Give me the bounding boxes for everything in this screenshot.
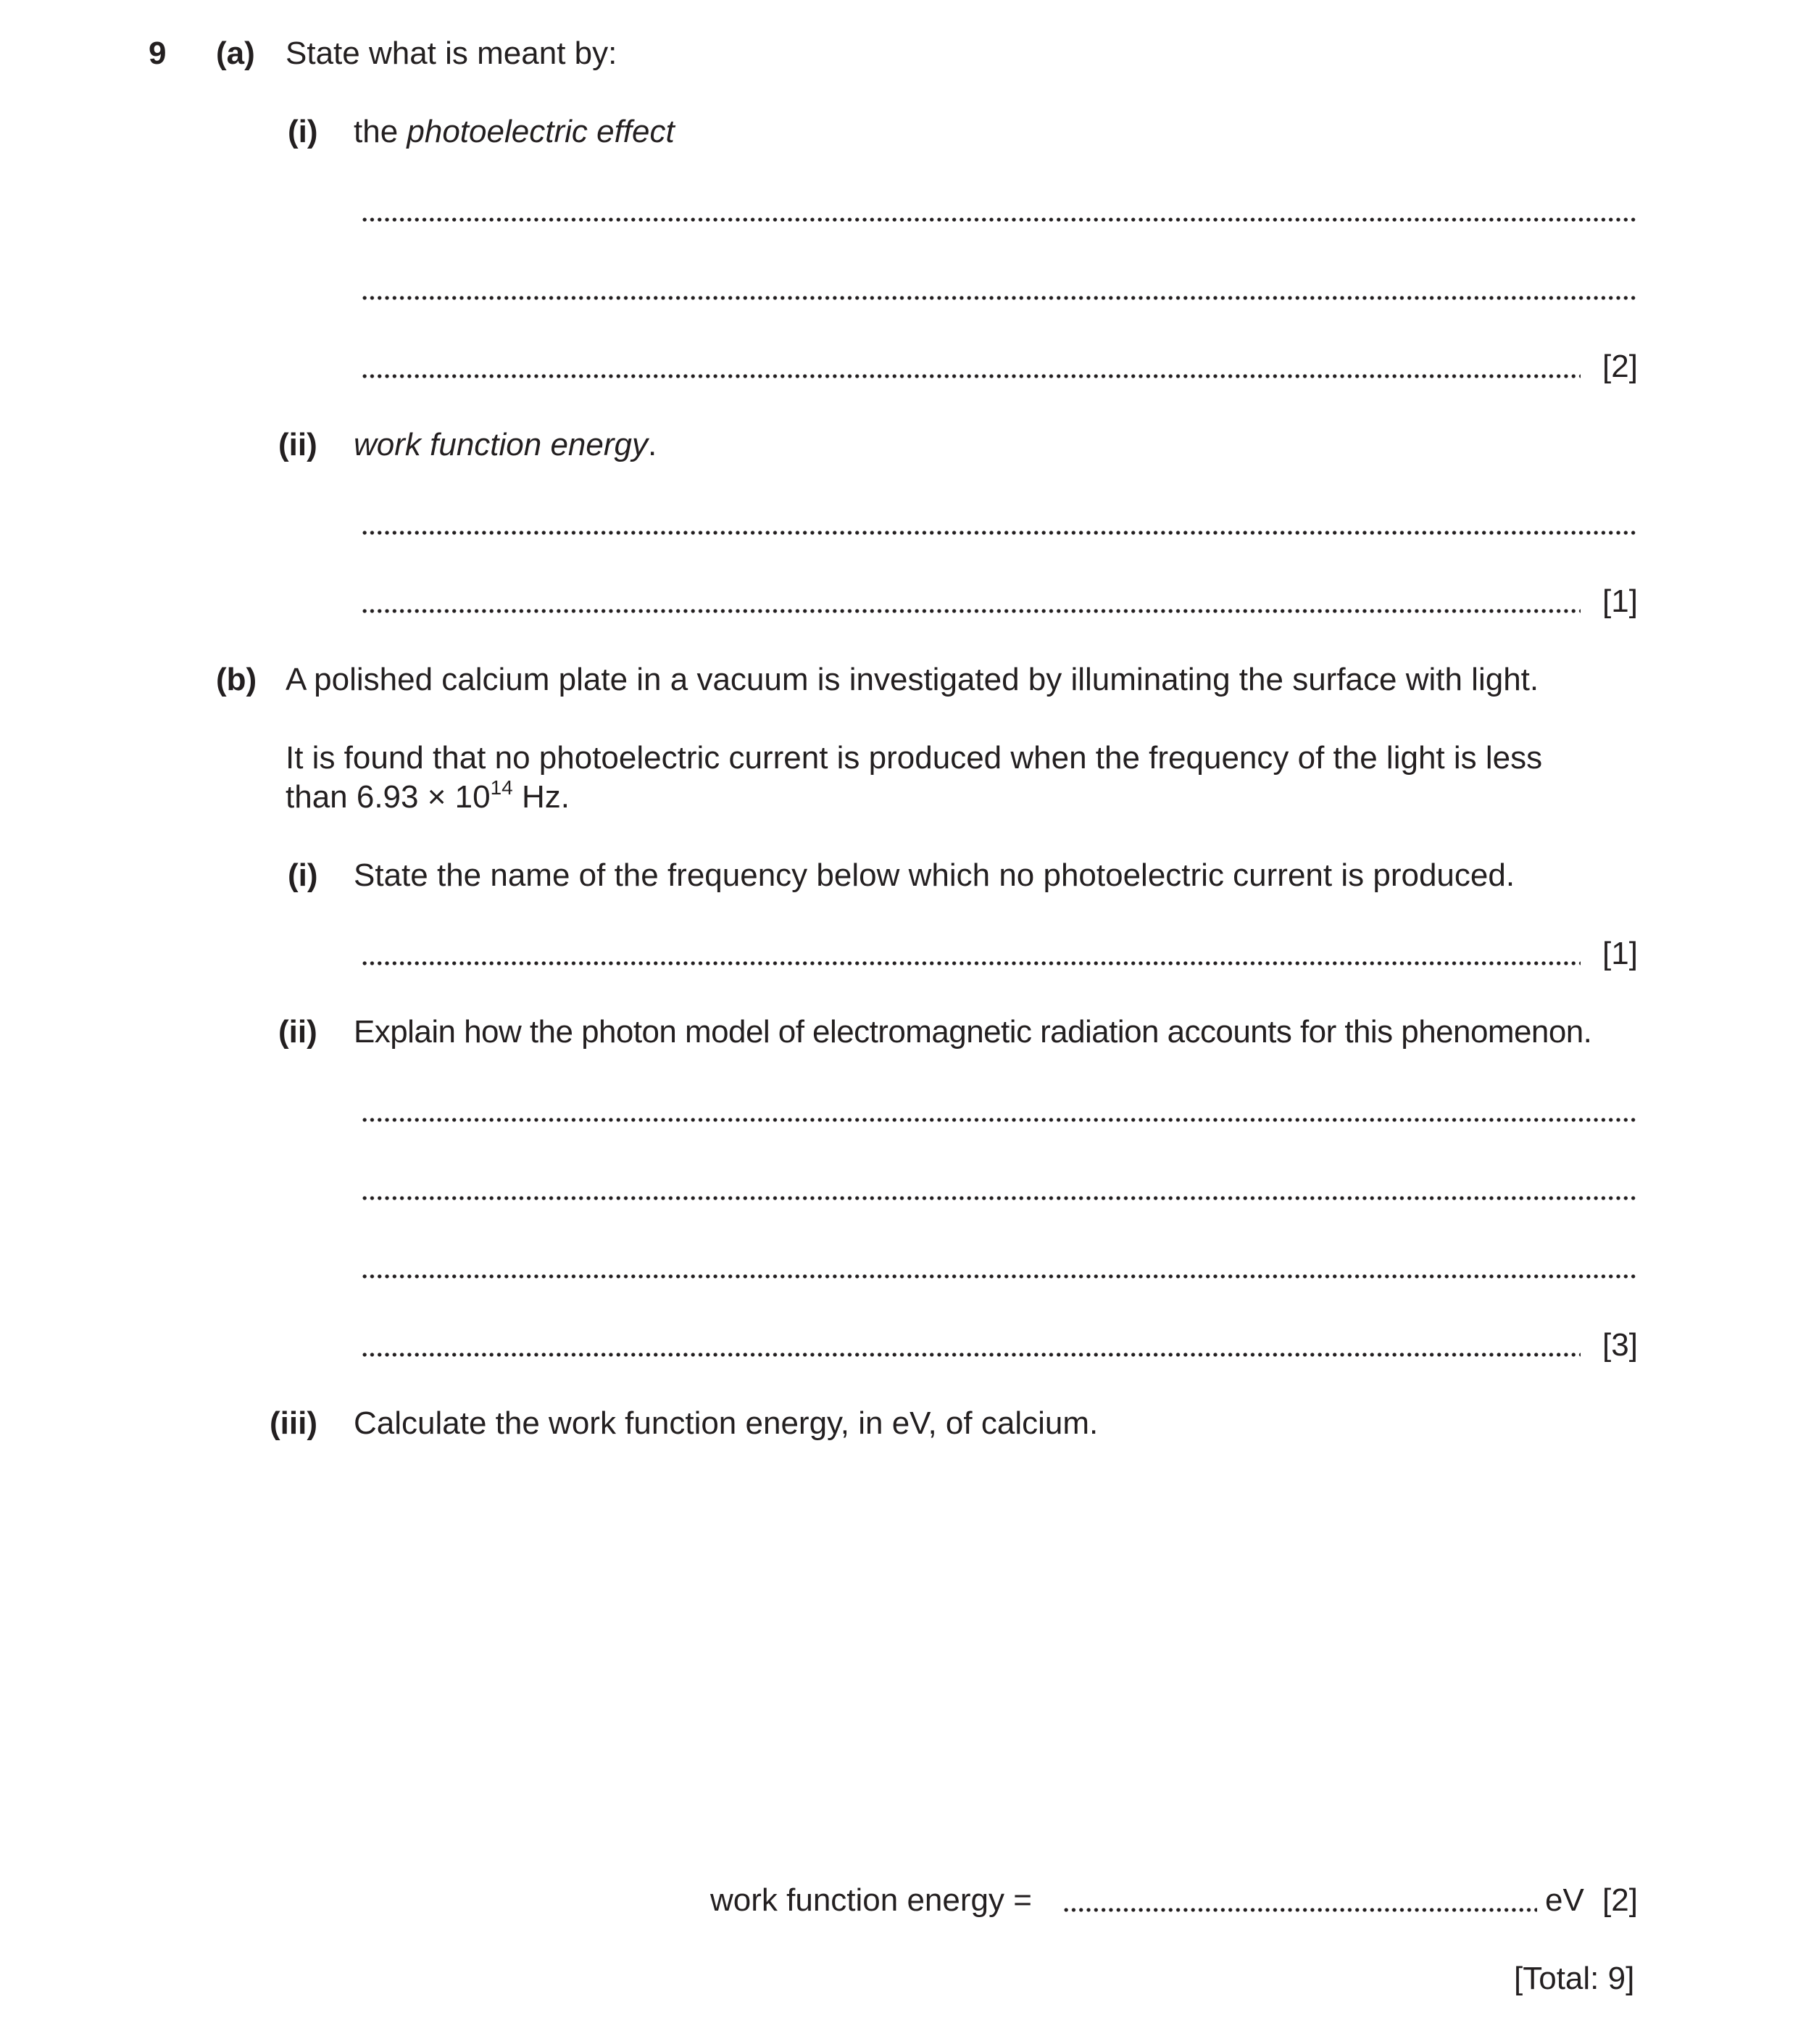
part-b-info-line1: It is found that no photoelectric current is produced when the frequency of the light is less <box>286 740 1543 776</box>
part-b-stem: A polished calcium plate in a vacuum is investigated by illuminating the surface with light. <box>286 662 1539 697</box>
marks-b-iii: [2] <box>1602 1882 1638 1918</box>
answer-label: work function energy = <box>710 1882 1032 1918</box>
answer-line[interactable] <box>361 217 1639 222</box>
part-a-ii-label: (ii) <box>278 427 317 462</box>
answer-field[interactable] <box>1062 1908 1537 1912</box>
answer-line[interactable] <box>361 296 1639 300</box>
part-a-ii-suffix: . <box>648 427 657 462</box>
part-b-info-exponent: 14 <box>490 776 513 799</box>
part-a-ii-term: work function energy <box>354 427 648 462</box>
answer-line[interactable] <box>361 531 1639 535</box>
marks-b-i: [1] <box>1602 936 1638 971</box>
part-b-info <box>286 739 1641 817</box>
part-b-ii-text: Explain how the photon model of electromagnetic radiation accounts for this phenomenon. <box>354 1014 1592 1050</box>
part-b-iii-label: (iii) <box>270 1405 317 1441</box>
marks-a-i: [2] <box>1602 349 1638 384</box>
answer-line[interactable] <box>361 1353 1581 1357</box>
part-a-i-term: photoelectric effect <box>407 114 675 149</box>
answer-line[interactable] <box>361 1274 1639 1279</box>
part-b-label: (b) <box>216 662 257 697</box>
marks-a-ii: [1] <box>1602 583 1638 619</box>
part-b-info-line2: than 6.93 × 10 <box>286 779 491 815</box>
total-marks: [Total: 9] <box>1514 1961 1635 1996</box>
part-a-i-label: (i) <box>288 114 318 149</box>
part-a-i-prefix: the <box>354 114 407 149</box>
part-b-iii-text: Calculate the work function energy, in eV, of calcium. <box>354 1405 1099 1441</box>
part-b-i-label: (i) <box>288 857 318 893</box>
answer-unit: eV <box>1545 1882 1584 1918</box>
part-a-ii-text <box>354 426 657 464</box>
answer-line[interactable] <box>361 1118 1639 1122</box>
part-a-i-text <box>354 113 675 151</box>
answer-line[interactable] <box>361 1196 1639 1200</box>
answer-line[interactable] <box>361 374 1581 378</box>
part-a-label: (a) <box>216 36 255 71</box>
answer-line[interactable] <box>361 961 1581 965</box>
marks-b-ii: [3] <box>1602 1327 1638 1363</box>
part-b-i-text: State the name of the frequency below which no photoelectric current is produced. <box>354 857 1515 893</box>
answer-line[interactable] <box>361 609 1581 613</box>
question-number: 9 <box>149 36 167 71</box>
part-b-info-unit: Hz. <box>512 779 570 815</box>
part-b-ii-label: (ii) <box>278 1014 317 1050</box>
part-a-stem: State what is meant by: <box>286 36 617 71</box>
